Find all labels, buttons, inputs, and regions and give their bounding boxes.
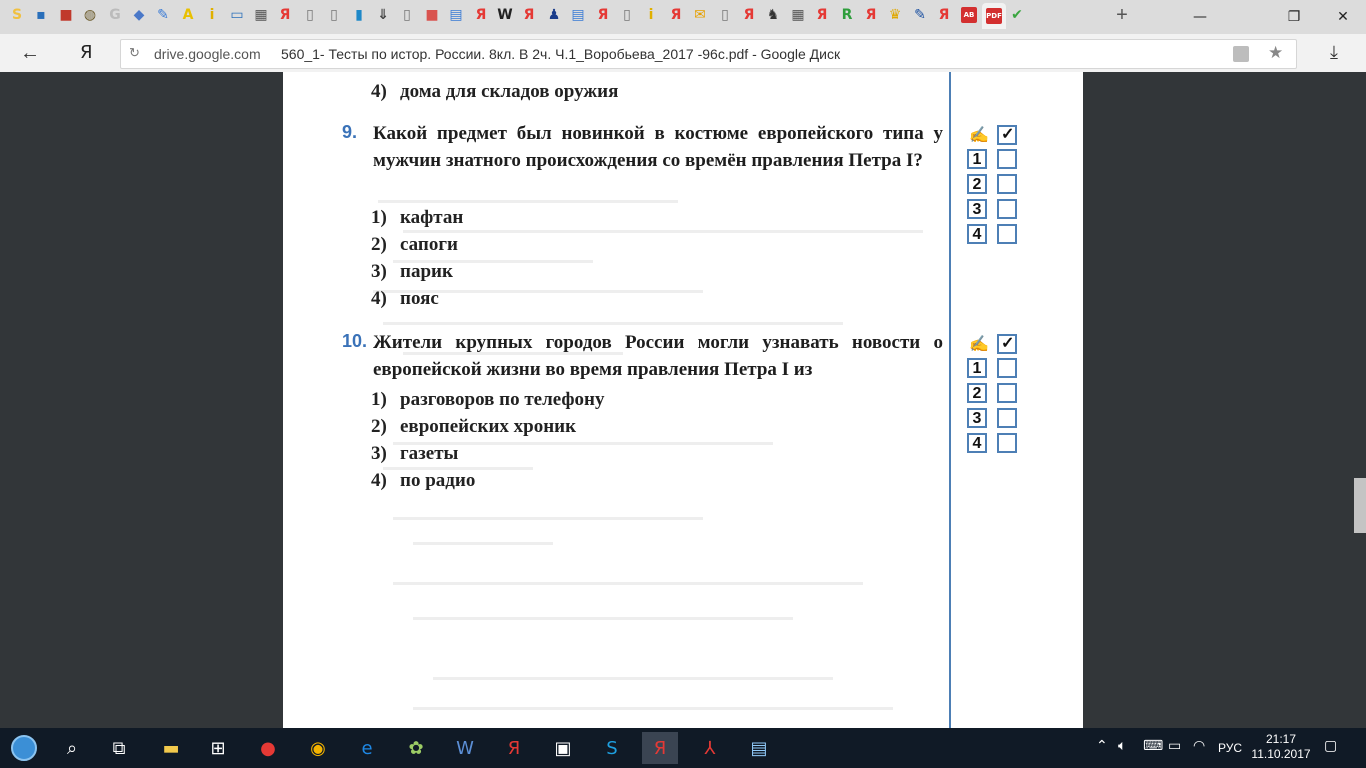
answer-check-box — [997, 125, 1017, 145]
mail-icon[interactable] — [689, 4, 711, 26]
document-icon-glyph: ▯ — [306, 7, 314, 23]
pencil-icon: ✍ — [969, 127, 989, 144]
chrome-canary-icon[interactable]: ● — [260, 737, 276, 759]
option-text: газеты — [400, 443, 459, 464]
figure-icon[interactable] — [762, 4, 784, 26]
taskbar — [0, 728, 1366, 768]
pdf-icon-glyph: PDF — [986, 8, 1002, 24]
bleed-through-line — [413, 542, 553, 545]
document-icon[interactable] — [299, 4, 321, 26]
bleed-through-line — [403, 230, 923, 233]
doc-blue-icon[interactable] — [567, 4, 589, 26]
mail-icon-glyph: ✉ — [694, 7, 706, 23]
minimize-button[interactable]: — — [1193, 9, 1207, 25]
figure-icon-glyph: ♞ — [766, 7, 780, 23]
book-icon[interactable] — [348, 4, 370, 26]
answer-digit-label: 1 — [967, 358, 987, 378]
bleed-through-line — [413, 707, 893, 710]
option-text: кафтан — [400, 207, 464, 228]
wifi-icon[interactable]: ◠ — [1193, 738, 1206, 754]
book-icon-glyph: ▮ — [355, 7, 363, 23]
info-icon[interactable] — [201, 4, 223, 26]
yandex-icon[interactable] — [592, 4, 614, 26]
battery-icon[interactable]: ▭ — [1168, 738, 1182, 754]
globe-icon[interactable] — [79, 4, 101, 26]
url-field[interactable] — [120, 39, 1297, 69]
answer-check-box — [997, 334, 1017, 354]
restore-button[interactable]: ❐ — [1287, 9, 1301, 25]
paint-icon[interactable]: ✿ — [408, 737, 424, 759]
letter-r-icon-glyph: R — [841, 7, 853, 23]
skype-icon[interactable]: S — [606, 737, 618, 759]
person-icon[interactable] — [543, 4, 565, 26]
crown-icon[interactable] — [884, 4, 906, 26]
edge-icon[interactable]: e — [361, 737, 373, 759]
yandex-icon-glyph: Я — [670, 7, 682, 23]
scrollbar-thumb[interactable] — [1354, 478, 1366, 533]
page-title: 560_1- Тесты по истор. России. 8кл. В 2ч. Ч.1_Воробьева_2017 -96с.pdf - Google Диск — [281, 46, 841, 62]
compass-icon[interactable] — [128, 4, 150, 26]
presentation-icon-glyph: ▦ — [791, 7, 805, 23]
presentation-icon[interactable] — [250, 4, 272, 26]
doc-blue-icon-glyph: ▤ — [449, 7, 463, 23]
answer-box — [997, 199, 1017, 219]
store-icon[interactable]: ⊞ — [210, 737, 226, 759]
scanner-icon[interactable]: ▣ — [554, 737, 572, 759]
answer-digit-label: 4 — [967, 433, 987, 453]
globe-icon-glyph: ◍ — [83, 7, 97, 23]
file-explorer-icon[interactable]: ▬ — [162, 737, 180, 759]
download-icon[interactable] — [372, 4, 394, 26]
yandex-icon-glyph: Я — [475, 7, 487, 23]
option-text: пояс — [400, 288, 439, 309]
keyboard-icon[interactable]: ⌨ — [1143, 738, 1164, 754]
volume-icon[interactable]: 🔈︎ — [1118, 738, 1127, 754]
yandex-icon[interactable] — [470, 4, 492, 26]
search-icon[interactable]: ⌕ — [66, 737, 78, 759]
crown-icon-glyph: ♛ — [888, 7, 902, 23]
document-icon[interactable] — [323, 4, 345, 26]
bleed-through-line — [378, 200, 678, 203]
chat-icon[interactable] — [30, 4, 52, 26]
url-domain: drive.google.com — [154, 46, 261, 62]
info-icon-glyph: i — [209, 7, 215, 23]
download-icon-glyph: ⇓ — [377, 7, 389, 23]
document-icon-glyph: ▯ — [623, 7, 631, 23]
toolbox-icon[interactable] — [421, 4, 443, 26]
yandex-icon[interactable] — [860, 4, 882, 26]
star-icon[interactable]: ★ — [1268, 43, 1284, 62]
info-icon[interactable] — [640, 4, 662, 26]
chevron-up-icon[interactable]: ⌃ — [1096, 738, 1108, 754]
download-icon[interactable]: ⤓ — [1330, 42, 1338, 62]
back-button[interactable]: ← — [20, 42, 40, 64]
option-number: 3) — [371, 443, 387, 464]
bookmark-yellow-icon[interactable] — [6, 4, 28, 26]
document-icon[interactable] — [396, 4, 418, 26]
pdf-viewer — [0, 72, 1366, 728]
wikipedia-icon[interactable] — [494, 4, 516, 26]
ab-icon-glyph: AB — [961, 7, 977, 23]
document-icon[interactable] — [616, 4, 638, 26]
document-icon[interactable] — [714, 4, 736, 26]
answer-digit-label: 3 — [967, 199, 987, 219]
document-icon-glyph: ▯ — [330, 7, 338, 23]
checkbox-green-icon-glyph: ✔ — [1011, 7, 1023, 23]
clock-time: 21:17 — [1265, 732, 1297, 746]
tab-strip — [0, 0, 1366, 34]
wikipedia-icon-glyph: W — [497, 7, 513, 23]
letter-a-icon-glyph: A — [182, 7, 194, 23]
yandex-icon-glyph: Я — [743, 7, 755, 23]
yandex-browser-icon[interactable]: Я — [642, 732, 678, 764]
option-text: парик — [400, 261, 453, 282]
checkbox-green-icon[interactable] — [1006, 4, 1028, 26]
yandex-icon[interactable] — [811, 4, 833, 26]
question-number: 10. — [342, 331, 368, 351]
gift-icon-glyph: ■ — [59, 7, 73, 23]
letter-a-icon[interactable] — [177, 4, 199, 26]
answer-box — [997, 174, 1017, 194]
pen-icon-glyph: ✎ — [914, 7, 926, 23]
question-number: 9. — [342, 122, 358, 142]
yandex-icon-glyph: Я — [523, 7, 535, 23]
option-number: 1) — [371, 207, 387, 228]
yandex-app-icon[interactable]: Я — [507, 737, 521, 759]
tools-icon-glyph: ✎ — [157, 7, 169, 23]
word-icon[interactable]: W — [456, 737, 474, 759]
yandex-home-button[interactable]: Я — [80, 42, 93, 63]
person-icon-glyph: ♟ — [547, 7, 561, 23]
monitor-icon[interactable] — [226, 4, 248, 26]
doc-blue-icon[interactable] — [445, 4, 467, 26]
document-icon-glyph: ▯ — [721, 7, 729, 23]
circle-g-icon-glyph: G — [109, 7, 121, 23]
bleed-through-line — [393, 517, 703, 520]
presentation-icon[interactable] — [787, 4, 809, 26]
option-number: 2) — [371, 234, 387, 255]
yandex-icon-glyph: Я — [279, 7, 291, 23]
tools-icon[interactable] — [152, 4, 174, 26]
option-text: разговоров по телефону — [400, 389, 605, 410]
chat-icon-glyph: ▪ — [36, 7, 46, 23]
document-icon-glyph: ▯ — [403, 7, 411, 23]
answer-box — [997, 149, 1017, 169]
check-icon: ✓ — [1001, 335, 1015, 352]
option-number: 2) — [371, 416, 387, 437]
letter-r-icon[interactable] — [836, 4, 858, 26]
pen-icon[interactable] — [909, 4, 931, 26]
answer-digit-label: 1 — [967, 149, 987, 169]
yandex-icon[interactable] — [665, 4, 687, 26]
yandex-icon[interactable] — [518, 4, 540, 26]
answer-digit-label: 2 — [967, 174, 987, 194]
answer-digit-label: 2 — [967, 383, 987, 403]
option-number: 4) — [371, 288, 387, 309]
answer-digit-label: 4 — [967, 224, 987, 244]
new-tab-button[interactable]: + — [1116, 4, 1128, 26]
acrobat-icon[interactable]: ⅄ — [704, 737, 716, 759]
yandex-icon-glyph: Я — [938, 7, 950, 23]
answer-box — [997, 224, 1017, 244]
pdf-page — [283, 72, 1083, 728]
task-view-icon[interactable]: ⧉ — [112, 737, 126, 759]
start-button[interactable] — [6, 732, 42, 764]
bleed-through-line — [413, 617, 793, 620]
chrome-icon[interactable]: ◉ — [310, 737, 326, 759]
pencil-icon: ✍ — [969, 336, 989, 353]
pdf-icon[interactable] — [982, 3, 1006, 29]
clock-date: 11.10.2017 — [1251, 747, 1311, 761]
bleed-through-line — [393, 582, 863, 585]
bookmark-yellow-icon-glyph: S — [11, 7, 23, 23]
toolbox-icon-glyph: ■ — [425, 7, 439, 23]
answer-digit-label: 3 — [967, 408, 987, 428]
answer-column-divider — [949, 72, 951, 728]
option-text: дома для складов оружия — [400, 81, 619, 102]
option-number: 3) — [371, 261, 387, 282]
info-icon-glyph: i — [648, 7, 654, 23]
yandex-icon[interactable] — [274, 4, 296, 26]
option-number: 1) — [371, 389, 387, 410]
doc-blue-icon-glyph: ▤ — [571, 7, 585, 23]
yandex-icon-glyph: Я — [865, 7, 877, 23]
lock-icon[interactable] — [1233, 46, 1249, 62]
language-indicator[interactable]: РУС — [1218, 741, 1243, 755]
ab-icon[interactable] — [958, 4, 980, 26]
compass-icon-glyph: ◆ — [133, 7, 145, 23]
circle-g-icon[interactable] — [104, 4, 126, 26]
check-icon: ✓ — [1001, 126, 1015, 143]
bleed-through-line — [433, 677, 833, 680]
answer-box — [997, 358, 1017, 378]
answer-box — [997, 383, 1017, 403]
option-text: сапоги — [400, 234, 458, 255]
close-window-button[interactable]: ✕ — [1337, 9, 1349, 25]
address-bar — [0, 34, 1366, 73]
answer-box — [997, 433, 1017, 453]
option-number: 4) — [371, 81, 387, 102]
network-app-icon[interactable]: ▤ — [750, 737, 768, 759]
question-text: Жители крупных городов России могли узнавать новости о европейской жизни во время правления Петра I из — [373, 332, 943, 380]
option-number: 4) — [371, 470, 387, 491]
yandex-icon[interactable] — [933, 4, 955, 26]
yandex-icon-glyph: Я — [597, 7, 609, 23]
presentation-icon-glyph: ▦ — [254, 7, 268, 23]
monitor-icon-glyph: ▭ — [230, 7, 244, 23]
yandex-icon-glyph: Я — [816, 7, 828, 23]
reload-icon[interactable]: ↻ — [129, 45, 140, 60]
notifications-icon[interactable]: ▢ — [1324, 738, 1338, 754]
option-text: по радио — [400, 470, 476, 491]
bleed-through-line — [383, 322, 843, 325]
question-text: Какой предмет был новинкой в костюме европейского типа у мужчин знатного происхождения со времён правления Петра I? — [373, 123, 943, 171]
answer-box — [997, 408, 1017, 428]
clock[interactable] — [1250, 732, 1312, 762]
option-text: европейских хроник — [400, 416, 577, 437]
yandex-icon[interactable] — [738, 4, 760, 26]
gift-icon[interactable] — [55, 4, 77, 26]
